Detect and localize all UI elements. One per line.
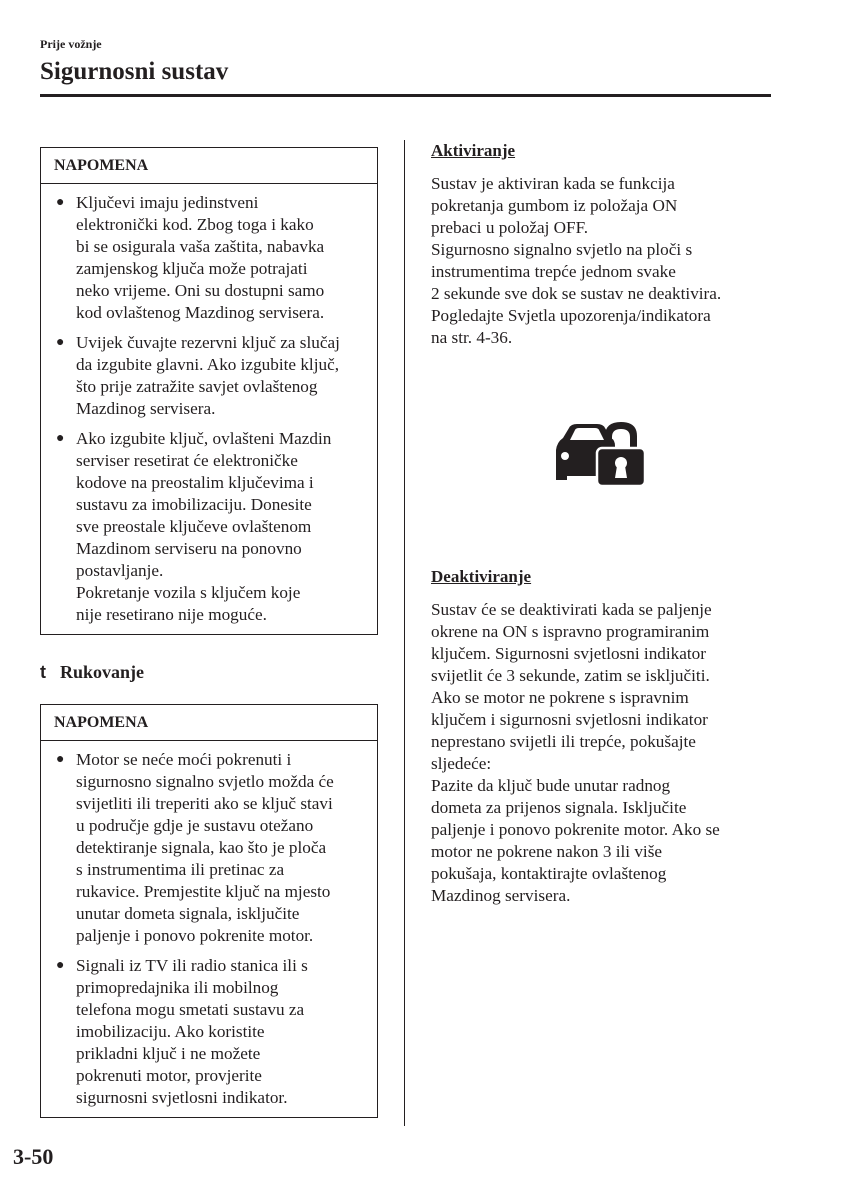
list-item-text: Ključevi imaju jedinstveni elektronički kod. Zbog toga i kako bi se osigurala vaša zaštita, nabavka zamjenskog ključa može potrajati neko vrijeme. Oni su dostupni samo kod ovlaštenog Mazdinog servisera. [76,193,325,322]
list-item [55,192,371,324]
list-item-text: Motor se neće moći pokrenuti i sigurnosno signalno svjetlo možda će svijetliti ili treperiti ako se ključ stavi u područje gdje je sustavu otežano detektiranje signala, kao što je ploča s instrumentima ili pretinac za rukavice. Premjestite ključ na mjesto unutar dometa signala, isključite paljenje i ponovo pokrenite motor. [76,750,334,945]
section-label: Prije vožnje [40,37,102,51]
note-box-handling [40,704,378,1118]
list-item-text: Uvijek čuvajte rezervni ključ za slučaj da izgubite glavni. Ako izgubite ključ, što prije zatražite savjet ovlaštenog Mazdinog servisera. [76,333,340,418]
list-item [55,332,371,420]
activation-text: Sustav je aktiviran kada se funkcija pokretanja gumbom iz položaja ON prebaci u položaj OFF. Sigurnosno signalno svjetlo na ploči s instrumentima trepće jednom svake 2 sekunde sve dok se sustav ne deaktivira. Pogledajte Svjetla upozorenja/indikatora na str. 4-36. [431,174,722,347]
list-item [55,955,371,1109]
title-rule [40,94,771,97]
list-item [55,749,371,947]
note-box-keys [40,147,378,635]
note-box-body [41,741,377,1117]
list-item [55,428,371,626]
subsection-title: Rukovanje [60,662,145,682]
deactivation-heading: Deaktiviranje [431,567,532,586]
subsection-heading [40,662,144,683]
list-item-text: Signali iz TV ili radio stanica ili s primopredajnika ili mobilnog telefona mogu smetati sustavu za imobilizaciju. Ako koristite prikladni ključ i ne možete pokrenuti motor, provjerite sigurnosni svjetlosni indikator. [76,956,308,1107]
bullet-icon: ● [56,195,65,210]
bullet-icon: ● [56,958,65,973]
bullet-icon: ● [56,752,65,767]
bullet-icon: ● [56,431,65,446]
deactivation-text: Sustav će se deaktivirati kada se paljenje okrene na ON s ispravno programiranim ključem. Sigurnosni svjetlosni indikator svijetlit će 3 sekunde, zatim se isključiti. Ako se motor ne pokrene s ispravnim ključem i sigurnosni svjetlosni indikator neprestano svijetli ili trepće, pokušajte sljedeće: Pazite da ključ bude unutar radnog dometa za prijenos signala. Isključite paljenje i ponovo pokrenite motor. Ako se motor ne pokrene nakon 3 ili više pokušaja, kontaktirajte ovlaštenog Mazdinog servisera. [431,600,720,905]
activation-heading: Aktiviranje [431,141,516,160]
list-item-text: Ako izgubite ključ, ovlašteni Mazdin serviser resetirat će elektroničke kodove na preostalim ključevima i sustavu za imobilizaciju. Donesite sve preostale ključeve ovlaštenom Mazdinom serviseru na ponovno postavljanje. Pokretanje vozila s ključem koje nije resetirano nije moguće. [76,429,332,624]
subsection-marker: t [40,662,46,682]
note-box-title: NAPOMENA [41,705,377,741]
column-divider [404,140,405,1126]
page-number: 3-50 [13,1144,54,1169]
note-box-body [41,184,377,634]
note-box-title: NAPOMENA [41,148,377,184]
page-title: Sigurnosni sustav [40,58,229,85]
security-indicator-car-padlock-icon [553,420,647,488]
bullet-icon: ● [56,335,65,350]
